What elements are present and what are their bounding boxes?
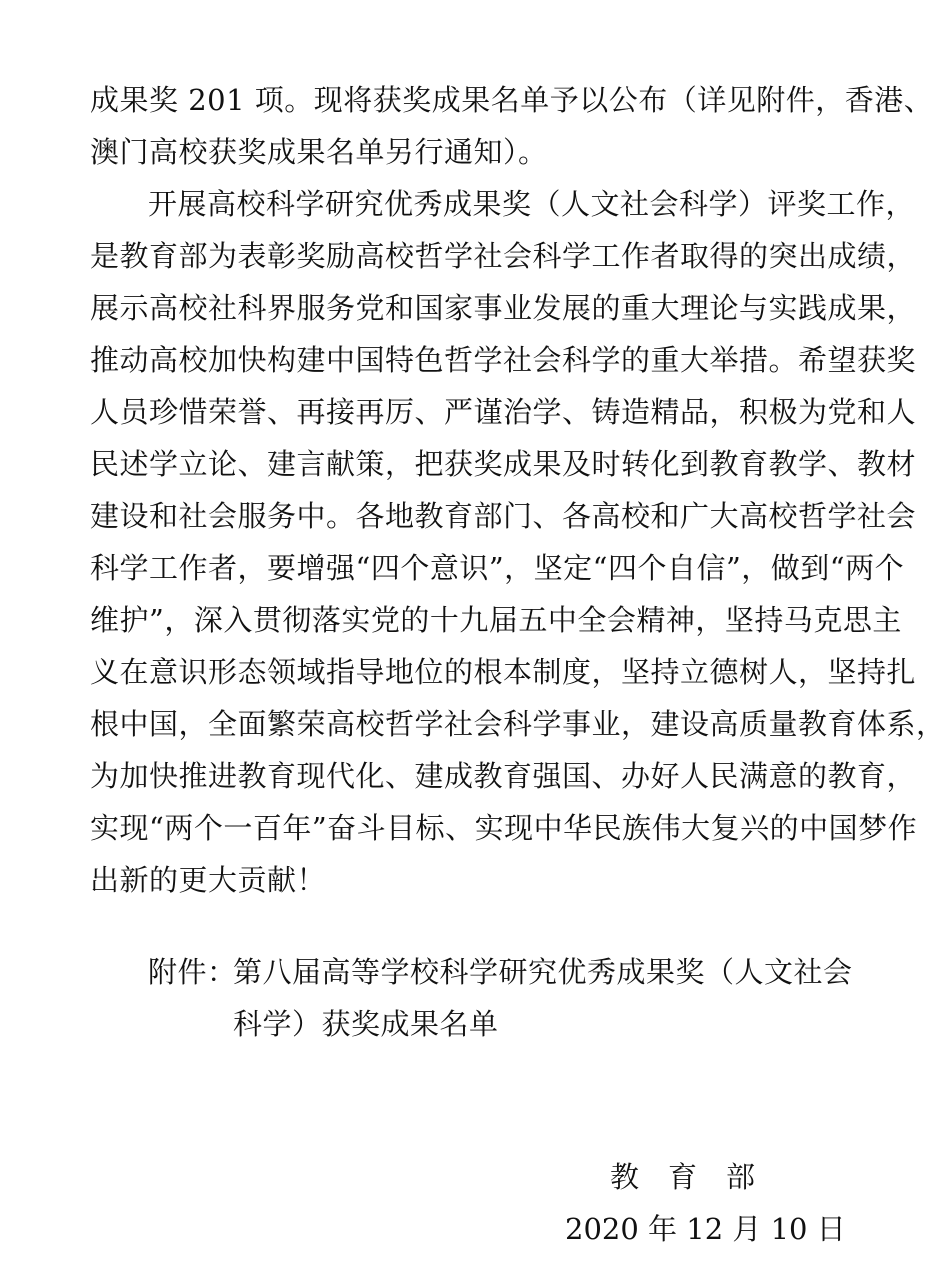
attachment-title-line: 科学）获奖成果名单	[233, 1007, 499, 1041]
paragraph-line: 是教育部为表彰奖励高校哲学社会科学工作者取得的突出成绩，	[90, 239, 917, 273]
paragraph-line: 推动高校加快构建中国特色哲学社会科学的重大举措。希望获奖	[90, 343, 917, 377]
paragraph-line: 根中国，全面繁荣高校哲学社会科学事业，建设高质量教育体系，	[90, 707, 946, 741]
issuer-name: 教 育 部	[610, 1160, 756, 1194]
issue-date: 2020 年 12 月 10 日	[565, 1212, 846, 1246]
paragraph-line: 澳门高校获奖成果名单另行通知）。	[90, 135, 548, 169]
attachment-label: 附件：	[148, 955, 237, 989]
paragraph-line: 出新的更大贡献！	[90, 863, 327, 897]
paragraph-line: 为加快推进教育现代化、建成教育强国、办好人民满意的教育，	[90, 759, 917, 793]
paragraph-line: 开展高校科学研究优秀成果奖（人文社会科学）评奖工作，	[148, 187, 916, 221]
paragraph-line: 科学工作者，要增强“四个意识”，坚定“四个自信”，做到“两个	[90, 551, 905, 585]
paragraph-line: 人员珍惜荣誉、再接再厉、严谨治学、铸造精品，积极为党和人	[90, 395, 917, 429]
attachment-title-line: 第八届高等学校科学研究优秀成果奖（人文社会	[233, 955, 853, 989]
paragraph-line: 建设和社会服务中。各地教育部门、各高校和广大高校哲学社会	[90, 499, 917, 533]
paragraph-line: 维护”，深入贯彻落实党的十九届五中全会精神，坚持马克思主	[90, 603, 902, 637]
paragraph-line: 成果奖 201 项。现将获奖成果名单予以公布（详见附件，香港、	[90, 83, 934, 117]
paragraph-line: 实现“两个一百年”奋斗目标、实现中华民族伟大复兴的中国梦作	[90, 811, 918, 845]
paragraph-line: 展示高校社科界服务党和国家事业发展的重大理论与实践成果，	[90, 291, 917, 325]
paragraph-line: 民述学立论、建言献策，把获奖成果及时转化到教育教学、教材	[90, 447, 917, 481]
paragraph-line: 义在意识形态领域指导地位的根本制度，坚持立德树人，坚持扎	[90, 655, 917, 689]
